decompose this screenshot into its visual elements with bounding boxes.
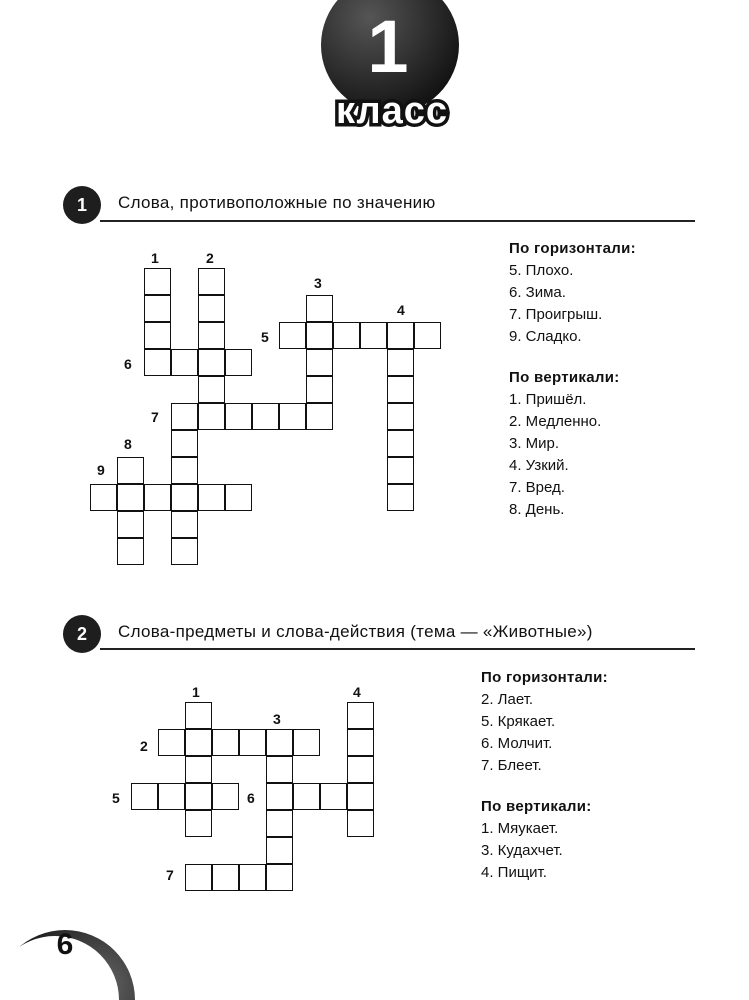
grade-word: класс — [335, 90, 449, 132]
crossword-1-num: 9 — [97, 462, 105, 478]
crossword-1-cell[interactable] — [117, 484, 144, 511]
crossword-1-cell[interactable] — [279, 403, 306, 430]
crossword-1-cell[interactable] — [171, 511, 198, 538]
down-heading: По вертикали: — [509, 369, 620, 386]
crossword-1-num: 5 — [261, 329, 269, 345]
clue-down: 7. Вред. — [509, 479, 565, 496]
section-2-clues — [481, 669, 608, 884]
crossword-1-cell[interactable] — [333, 322, 360, 349]
crossword-1-cell[interactable] — [306, 295, 333, 322]
crossword-1-cell[interactable] — [171, 430, 198, 457]
clue-across: 7. Блеет. — [481, 757, 542, 774]
grade-number: 1 — [367, 5, 409, 88]
crossword-2-cell[interactable] — [320, 783, 347, 810]
crossword-1-cell[interactable] — [117, 538, 144, 565]
clue-across: 2. Лает. — [481, 691, 534, 708]
crossword-2-cell[interactable] — [266, 729, 293, 756]
crossword-1-cell[interactable] — [144, 322, 171, 349]
crossword-1-cell[interactable] — [171, 538, 198, 565]
section-1-clues — [509, 240, 636, 521]
crossword-2-cell[interactable] — [185, 864, 212, 891]
crossword-2-cell[interactable] — [212, 864, 239, 891]
crossword-1-cell[interactable] — [144, 268, 171, 295]
section-1-title: Слова, противоположные по значению — [118, 193, 436, 212]
crossword-1-cell[interactable] — [306, 349, 333, 376]
clue-down: 8. День. — [509, 501, 565, 518]
crossword-1-cell[interactable] — [117, 511, 144, 538]
crossword-2-cell[interactable] — [212, 783, 239, 810]
crossword-1-cell[interactable] — [144, 349, 171, 376]
crossword-2-cell[interactable] — [293, 729, 320, 756]
crossword-1-cell[interactable] — [252, 403, 279, 430]
crossword-2-cell[interactable] — [293, 783, 320, 810]
crossword-1-cell[interactable] — [171, 484, 198, 511]
crossword-1-cell[interactable] — [387, 457, 414, 484]
crossword-2-cell[interactable] — [131, 783, 158, 810]
crossword-1-num: 4 — [397, 302, 405, 318]
crossword-2-cell[interactable] — [239, 864, 266, 891]
crossword-1-cell[interactable] — [225, 484, 252, 511]
clue-across: 5. Крякает. — [481, 713, 556, 730]
crossword-2-cell[interactable] — [185, 702, 212, 729]
crossword-2-cell[interactable] — [185, 783, 212, 810]
crossword-2-cell[interactable] — [347, 702, 374, 729]
crossword-1-cell[interactable] — [387, 403, 414, 430]
crossword-2-cell[interactable] — [347, 729, 374, 756]
section-2-divider — [100, 648, 695, 650]
crossword-2-cell[interactable] — [185, 810, 212, 837]
crossword-2-num: 3 — [273, 711, 281, 727]
clue-down: 3. Мир. — [509, 435, 560, 452]
clue-across: 7. Проигрыш. — [509, 306, 603, 323]
crossword-2-cell[interactable] — [266, 756, 293, 783]
clue-down: 1. Мяукает. — [481, 820, 559, 837]
crossword-2-cell[interactable] — [347, 756, 374, 783]
crossword-1-cell[interactable] — [171, 349, 198, 376]
crossword-1-num: 8 — [124, 436, 132, 452]
crossword-1-cell[interactable] — [90, 484, 117, 511]
crossword-1-cell[interactable] — [198, 349, 225, 376]
clue-down: 4. Узкий. — [509, 457, 569, 474]
clue-across: 9. Сладко. — [509, 328, 582, 345]
crossword-2-cell[interactable] — [266, 864, 293, 891]
crossword-1-cell[interactable] — [198, 484, 225, 511]
crossword-2-num: 1 — [192, 684, 200, 700]
crossword-1-cell[interactable] — [306, 376, 333, 403]
across-heading: По горизонтали: — [481, 669, 608, 686]
crossword-1-cell[interactable] — [198, 376, 225, 403]
crossword-1-cell[interactable] — [144, 295, 171, 322]
clue-across: 5. Плохо. — [509, 262, 574, 279]
crossword-2-cell[interactable] — [212, 729, 239, 756]
crossword-1-cell[interactable] — [387, 322, 414, 349]
crossword-2-cell[interactable] — [158, 783, 185, 810]
crossword-1-cell[interactable] — [279, 322, 306, 349]
crossword-1-num: 7 — [151, 409, 159, 425]
crossword-2-cell[interactable] — [266, 783, 293, 810]
crossword-1-cell[interactable] — [171, 403, 198, 430]
clue-across: 6. Молчит. — [481, 735, 553, 752]
crossword-1-cell[interactable] — [198, 322, 225, 349]
crossword-2-cell[interactable] — [185, 756, 212, 783]
crossword-1-cell[interactable] — [387, 484, 414, 511]
crossword-1-cell[interactable] — [387, 430, 414, 457]
clue-down: 4. Пищит. — [481, 864, 547, 881]
crossword-2-num: 7 — [166, 867, 174, 883]
crossword-1-cell[interactable] — [198, 403, 225, 430]
crossword-1-cell[interactable] — [387, 376, 414, 403]
crossword-1-cell[interactable] — [144, 484, 171, 511]
section-2-title: Слова-предметы и слова-действия (тема — «Животные») — [118, 622, 593, 641]
page-number: 6 — [56, 928, 74, 961]
crossword-1-cell[interactable] — [306, 403, 333, 430]
crossword-1-cell[interactable] — [171, 457, 198, 484]
crossword-2-num: 4 — [353, 684, 361, 700]
crossword-1-cell[interactable] — [414, 322, 441, 349]
crossword-1-num: 2 — [206, 250, 214, 266]
crossword-1-cell[interactable] — [306, 322, 333, 349]
crossword-2-cell[interactable] — [158, 729, 185, 756]
crossword-1-num: 6 — [124, 356, 132, 372]
across-heading: По горизонтали: — [509, 240, 636, 257]
crossword-1-num: 3 — [314, 275, 322, 291]
crossword-1-num: 1 — [151, 250, 159, 266]
crossword-2-num: 5 — [112, 790, 120, 806]
crossword-2-cell[interactable] — [239, 729, 266, 756]
crossword-2-num: 6 — [247, 790, 255, 806]
clue-down: 3. Кудахчет. — [481, 842, 563, 859]
crossword-1-cell[interactable] — [117, 457, 144, 484]
crossword-2-cell[interactable] — [347, 783, 374, 810]
clue-across: 6. Зима. — [509, 284, 566, 301]
crossword-2-cell[interactable] — [185, 729, 212, 756]
crossword-1-cell[interactable] — [198, 295, 225, 322]
crossword-1-cell[interactable] — [360, 322, 387, 349]
crossword-2-num: 2 — [140, 738, 148, 754]
section-1-number: 1 — [63, 186, 101, 224]
crossword-2-cell[interactable] — [347, 810, 374, 837]
crossword-1-cell[interactable] — [225, 349, 252, 376]
down-heading: По вертикали: — [481, 798, 592, 815]
section-2-number: 2 — [63, 615, 101, 653]
crossword-1-cell[interactable] — [198, 268, 225, 295]
crossword-1-cell[interactable] — [387, 349, 414, 376]
crossword-2-cell[interactable] — [266, 837, 293, 864]
crossword-2-cell[interactable] — [266, 810, 293, 837]
crossword-1-cell[interactable] — [225, 403, 252, 430]
clue-down: 1. Пришёл. — [509, 391, 587, 408]
clue-down: 2. Медленно. — [509, 413, 602, 430]
